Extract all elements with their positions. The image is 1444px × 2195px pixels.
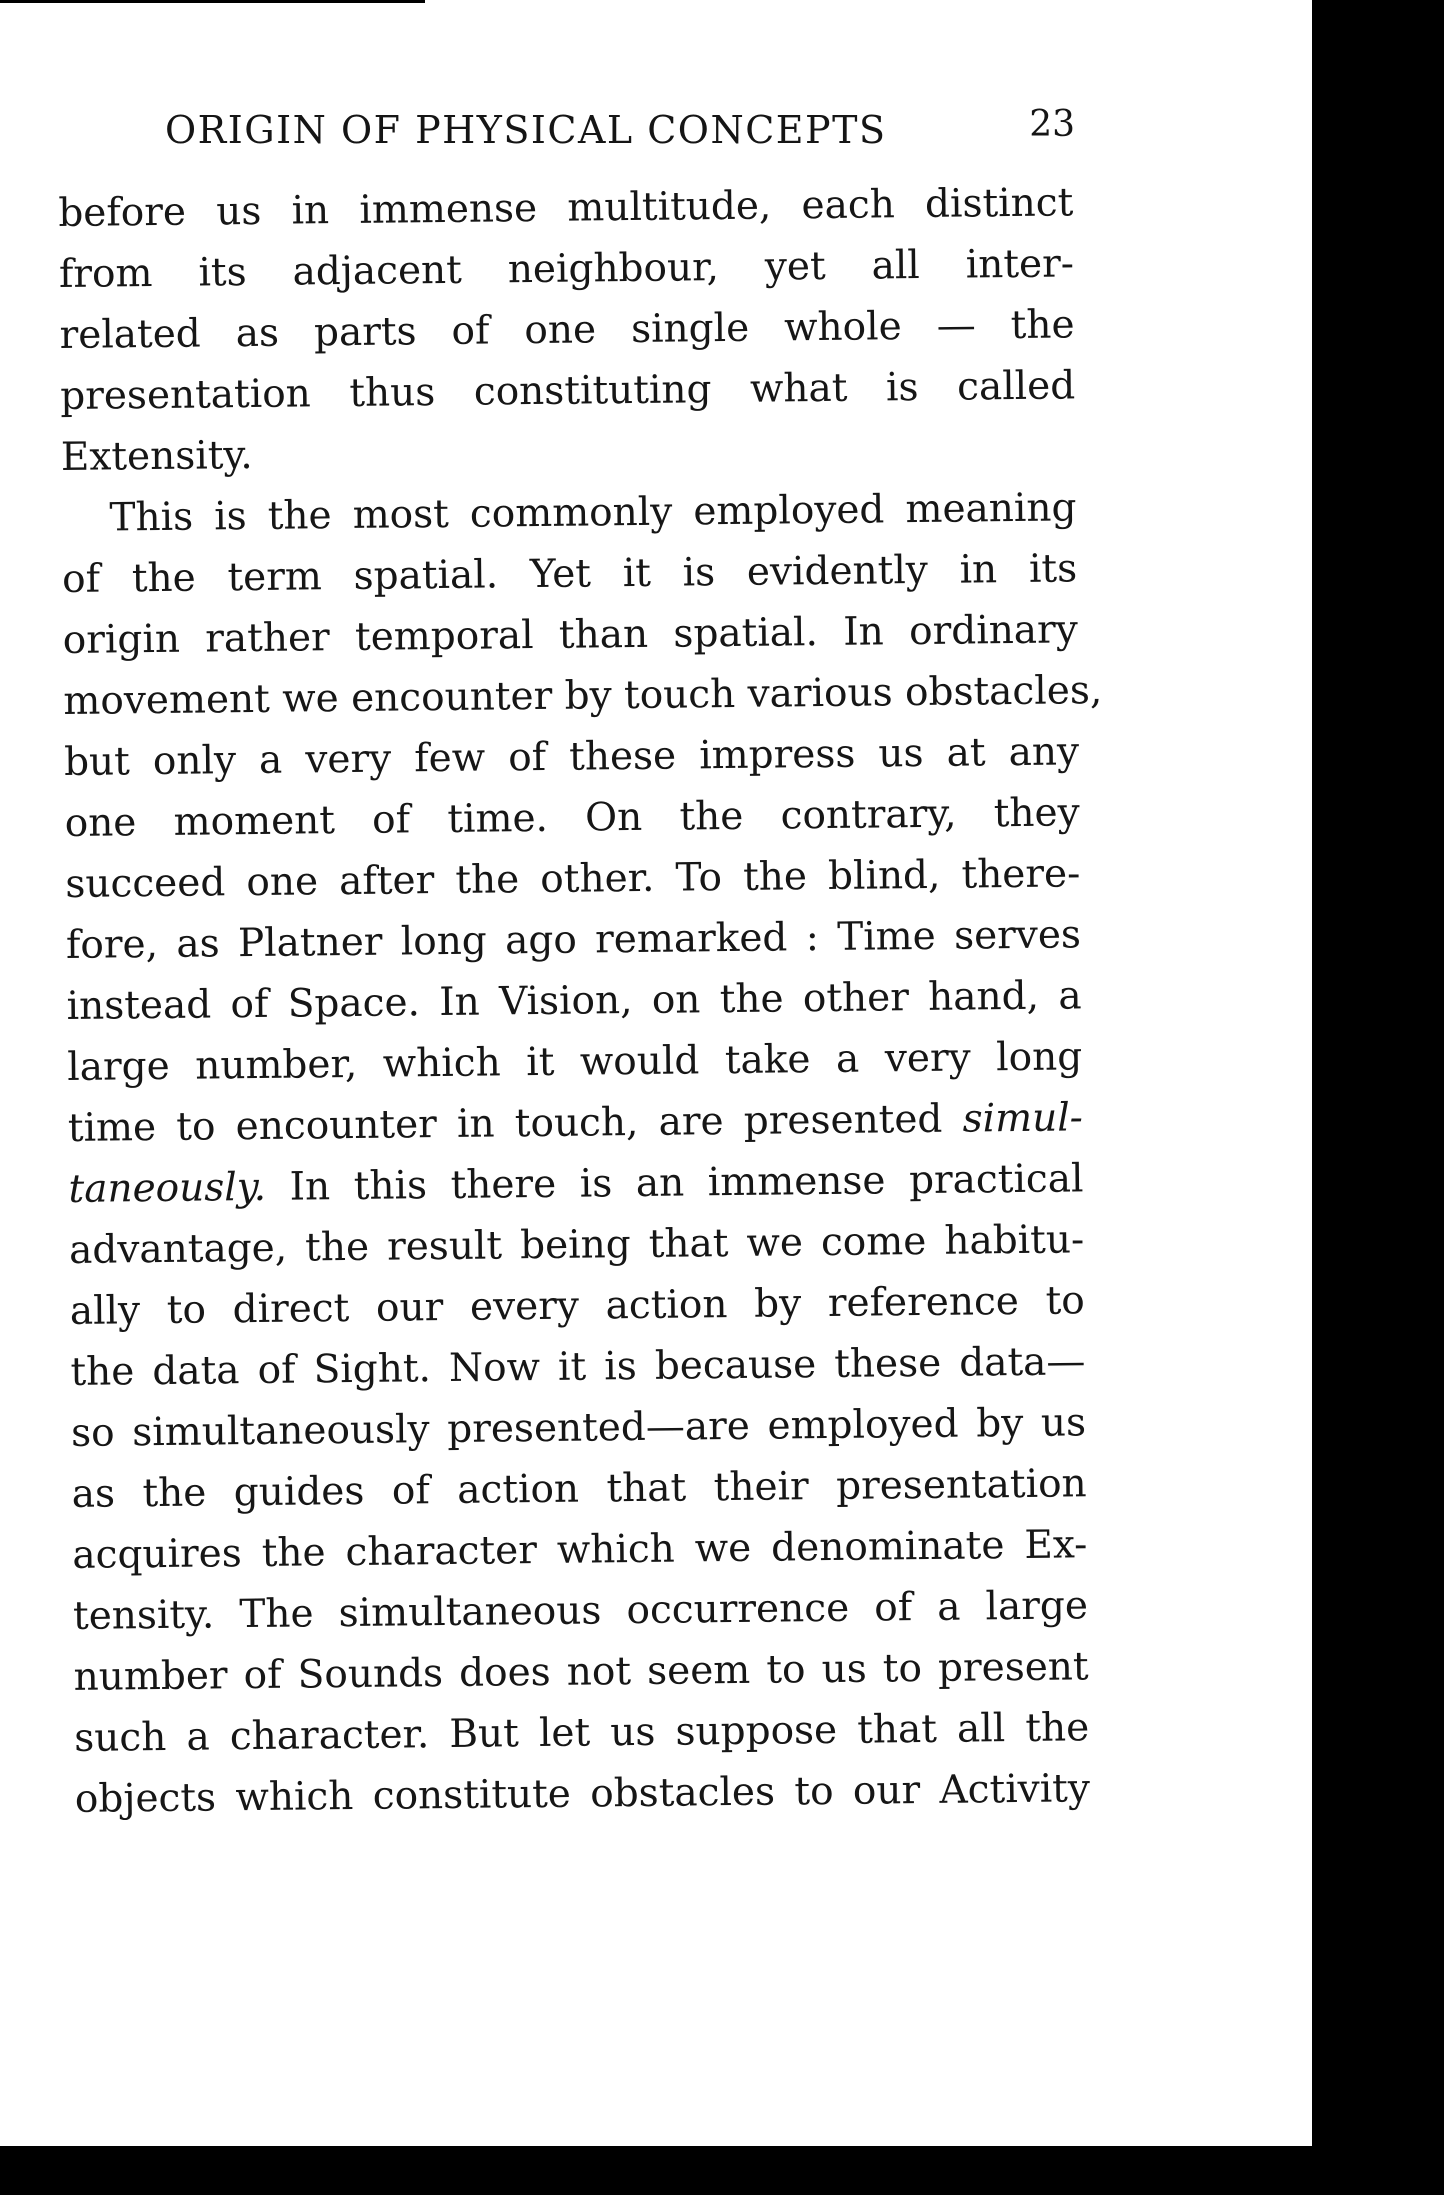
text-line: related as parts of one single whole — the	[59, 302, 1075, 358]
text-line: but only a very few of these impress us at any	[63, 729, 1080, 785]
text-line: objects which constitute obstacles to our Activity	[74, 1766, 1091, 1822]
text-line: before us in immense multitude, each distinct	[58, 180, 1074, 236]
text-line: presentation thus constituting what is called	[60, 363, 1076, 419]
italic-text: simul-	[962, 1095, 1084, 1142]
text-segment: In this there is an immense practical	[289, 1156, 1084, 1210]
page-number: 23	[1029, 104, 1075, 145]
text-line: Extensity.	[60, 432, 253, 480]
text-line: advantage, the result being that we come habitu-	[68, 1217, 1085, 1273]
italic-text: taneously.	[68, 1164, 267, 1212]
text-line: tensity. The simultaneous occurrence of a large	[72, 1583, 1089, 1639]
text-line: number of Sounds does not seem to us to present	[73, 1644, 1089, 1700]
text-line: origin rather temporal than spatial. In ordinary	[62, 607, 1078, 663]
text-segment: time to encounter in touch, are presented	[67, 1096, 943, 1151]
text-line	[68, 1087, 1084, 1159]
running-header	[165, 96, 1075, 166]
text-line: as the guides of action that their presentation	[71, 1461, 1087, 1517]
running-title: ORIGIN OF PHYSICAL CONCEPTS	[165, 108, 887, 152]
body-text	[58, 172, 1103, 1830]
text-line: one moment of time. On the contrary, they	[64, 790, 1080, 846]
text-line: ally to direct our every action by reference to	[69, 1278, 1085, 1334]
text-line: from its adjacent neighbour, yet all inter-	[58, 241, 1075, 297]
text-line: acquires the character which we denominate Ex-	[72, 1522, 1088, 1578]
text-line: the data of Sight. Now it is because these data—	[70, 1339, 1086, 1395]
text-line: instead of Space. In Vision, on the other hand, a	[66, 973, 1082, 1029]
text-line: fore, as Platner long ago remarked : Time serves	[65, 912, 1082, 968]
text-line	[68, 1148, 1084, 1220]
top-edge-rule	[0, 0, 425, 3]
text-line: so simultaneously presented—are employed by us	[70, 1400, 1087, 1456]
text-line: This is the most commonly employed meaning	[109, 485, 1077, 541]
text-line: large number, which it would take a very long	[67, 1034, 1083, 1090]
text-line: such a character. But let us suppose that all the	[74, 1705, 1090, 1761]
text-line: succeed one after the other. To the blind, there-	[65, 851, 1081, 907]
text-line: of the term spatial. Yet it is evidently in its	[61, 546, 1078, 602]
text-line: movement we encounter by touch various obstacles,	[63, 668, 1103, 724]
